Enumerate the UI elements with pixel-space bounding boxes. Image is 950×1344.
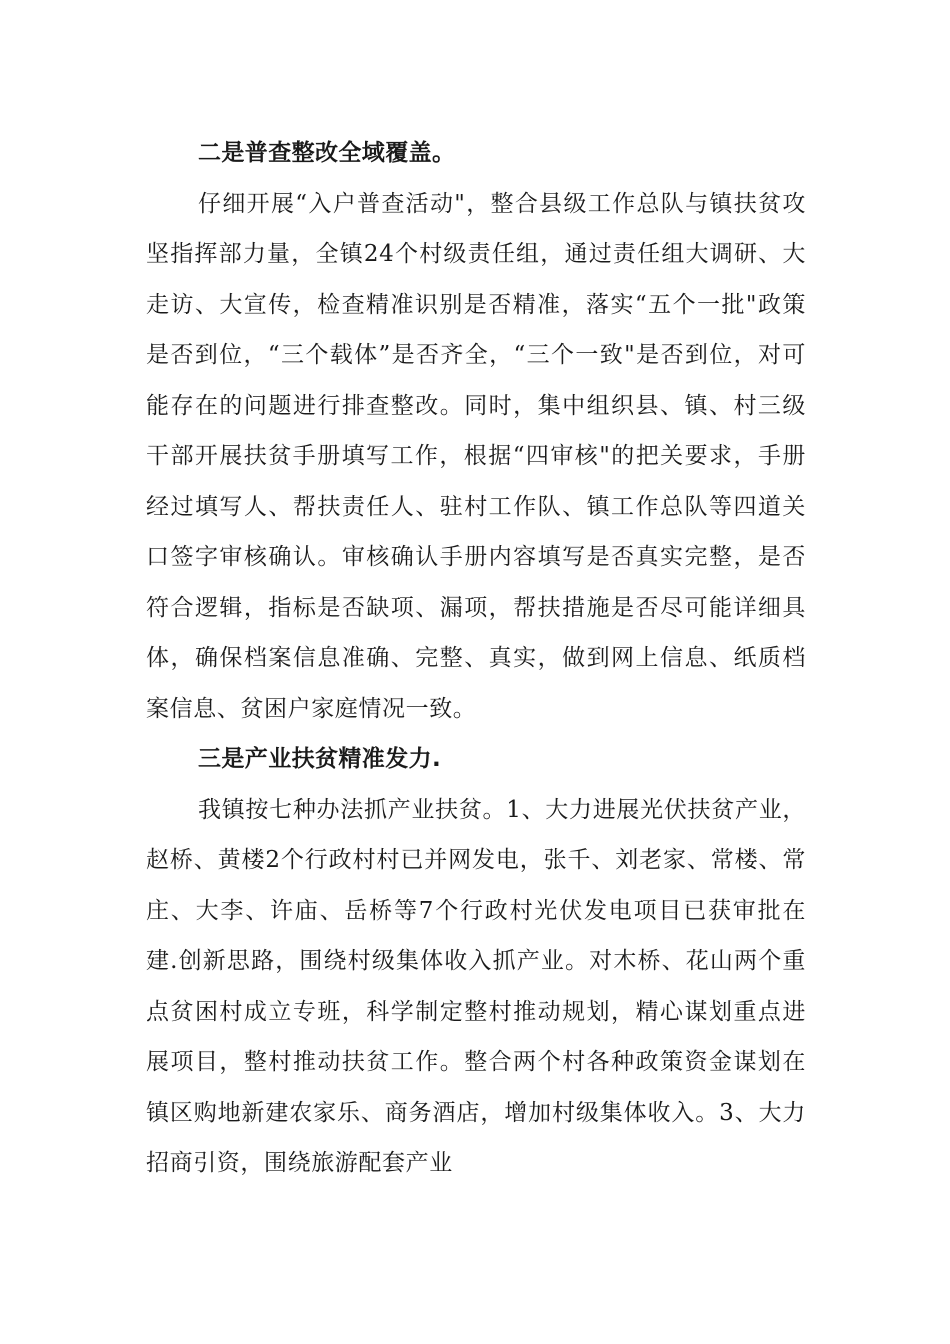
paragraph-industry-poverty-alleviation: 我镇按七种办法抓产业扶贫。1、大力进展光伏扶贫产业，赵桥、黄楼2个行政村村已并网发电，张千、刘老家、常楼、常庄、大李、许庙、岳桥等7个行政村光伏发电项目已获审批在建.创新思路，围绕村级集体收入抓产业。对木桥、花山两个重点贫困村成立专班，科学制定整村推动规划，精心谋划重点进展项目，整村推动扶贫工作。整合两个村各种政策资金谋划在镇区购地新建农家乐、商务酒店，增加村级集体收入。3、大力招商引资，围绕旅游配套产业 xyxy=(146,796,806,1176)
paragraph-census-rectification: 仔细开展“入户普查活动"，整合县级工作总队与镇扶贫攻坚指挥部力量，全镇24个村级责任组，通过责任组大调研、大走访、大宣传，检查精准识别是否精准，落实“五个一批"政策是否到位，“三个载体”是否齐全，“三个一致"是否到位，对可能存在的问题进行排查整改。同时，集中组织县、镇、村三级干部开展扶贫手册填写工作，根据“四审核"的把关要求，手册经过填写人、帮扶责任人、驻村工作队、镇工作总队等四道关口签字审核确认。审核确认手册内容填写是否真实完整，是否符合逻辑，指标是否缺项、漏项，帮扶措施是否尽可能详细具体，确保档案信息准确、完整、真实，做到网上信息、纸质档案信息、贫困户家庭情况一致。 xyxy=(146,190,806,722)
section-heading-census-rectification: 二是普查整改全域覆盖。 xyxy=(198,140,456,166)
section-heading-industry-poverty-alleviation: 三是产业扶贫精准发力. xyxy=(198,746,442,772)
document-body xyxy=(146,128,806,1189)
